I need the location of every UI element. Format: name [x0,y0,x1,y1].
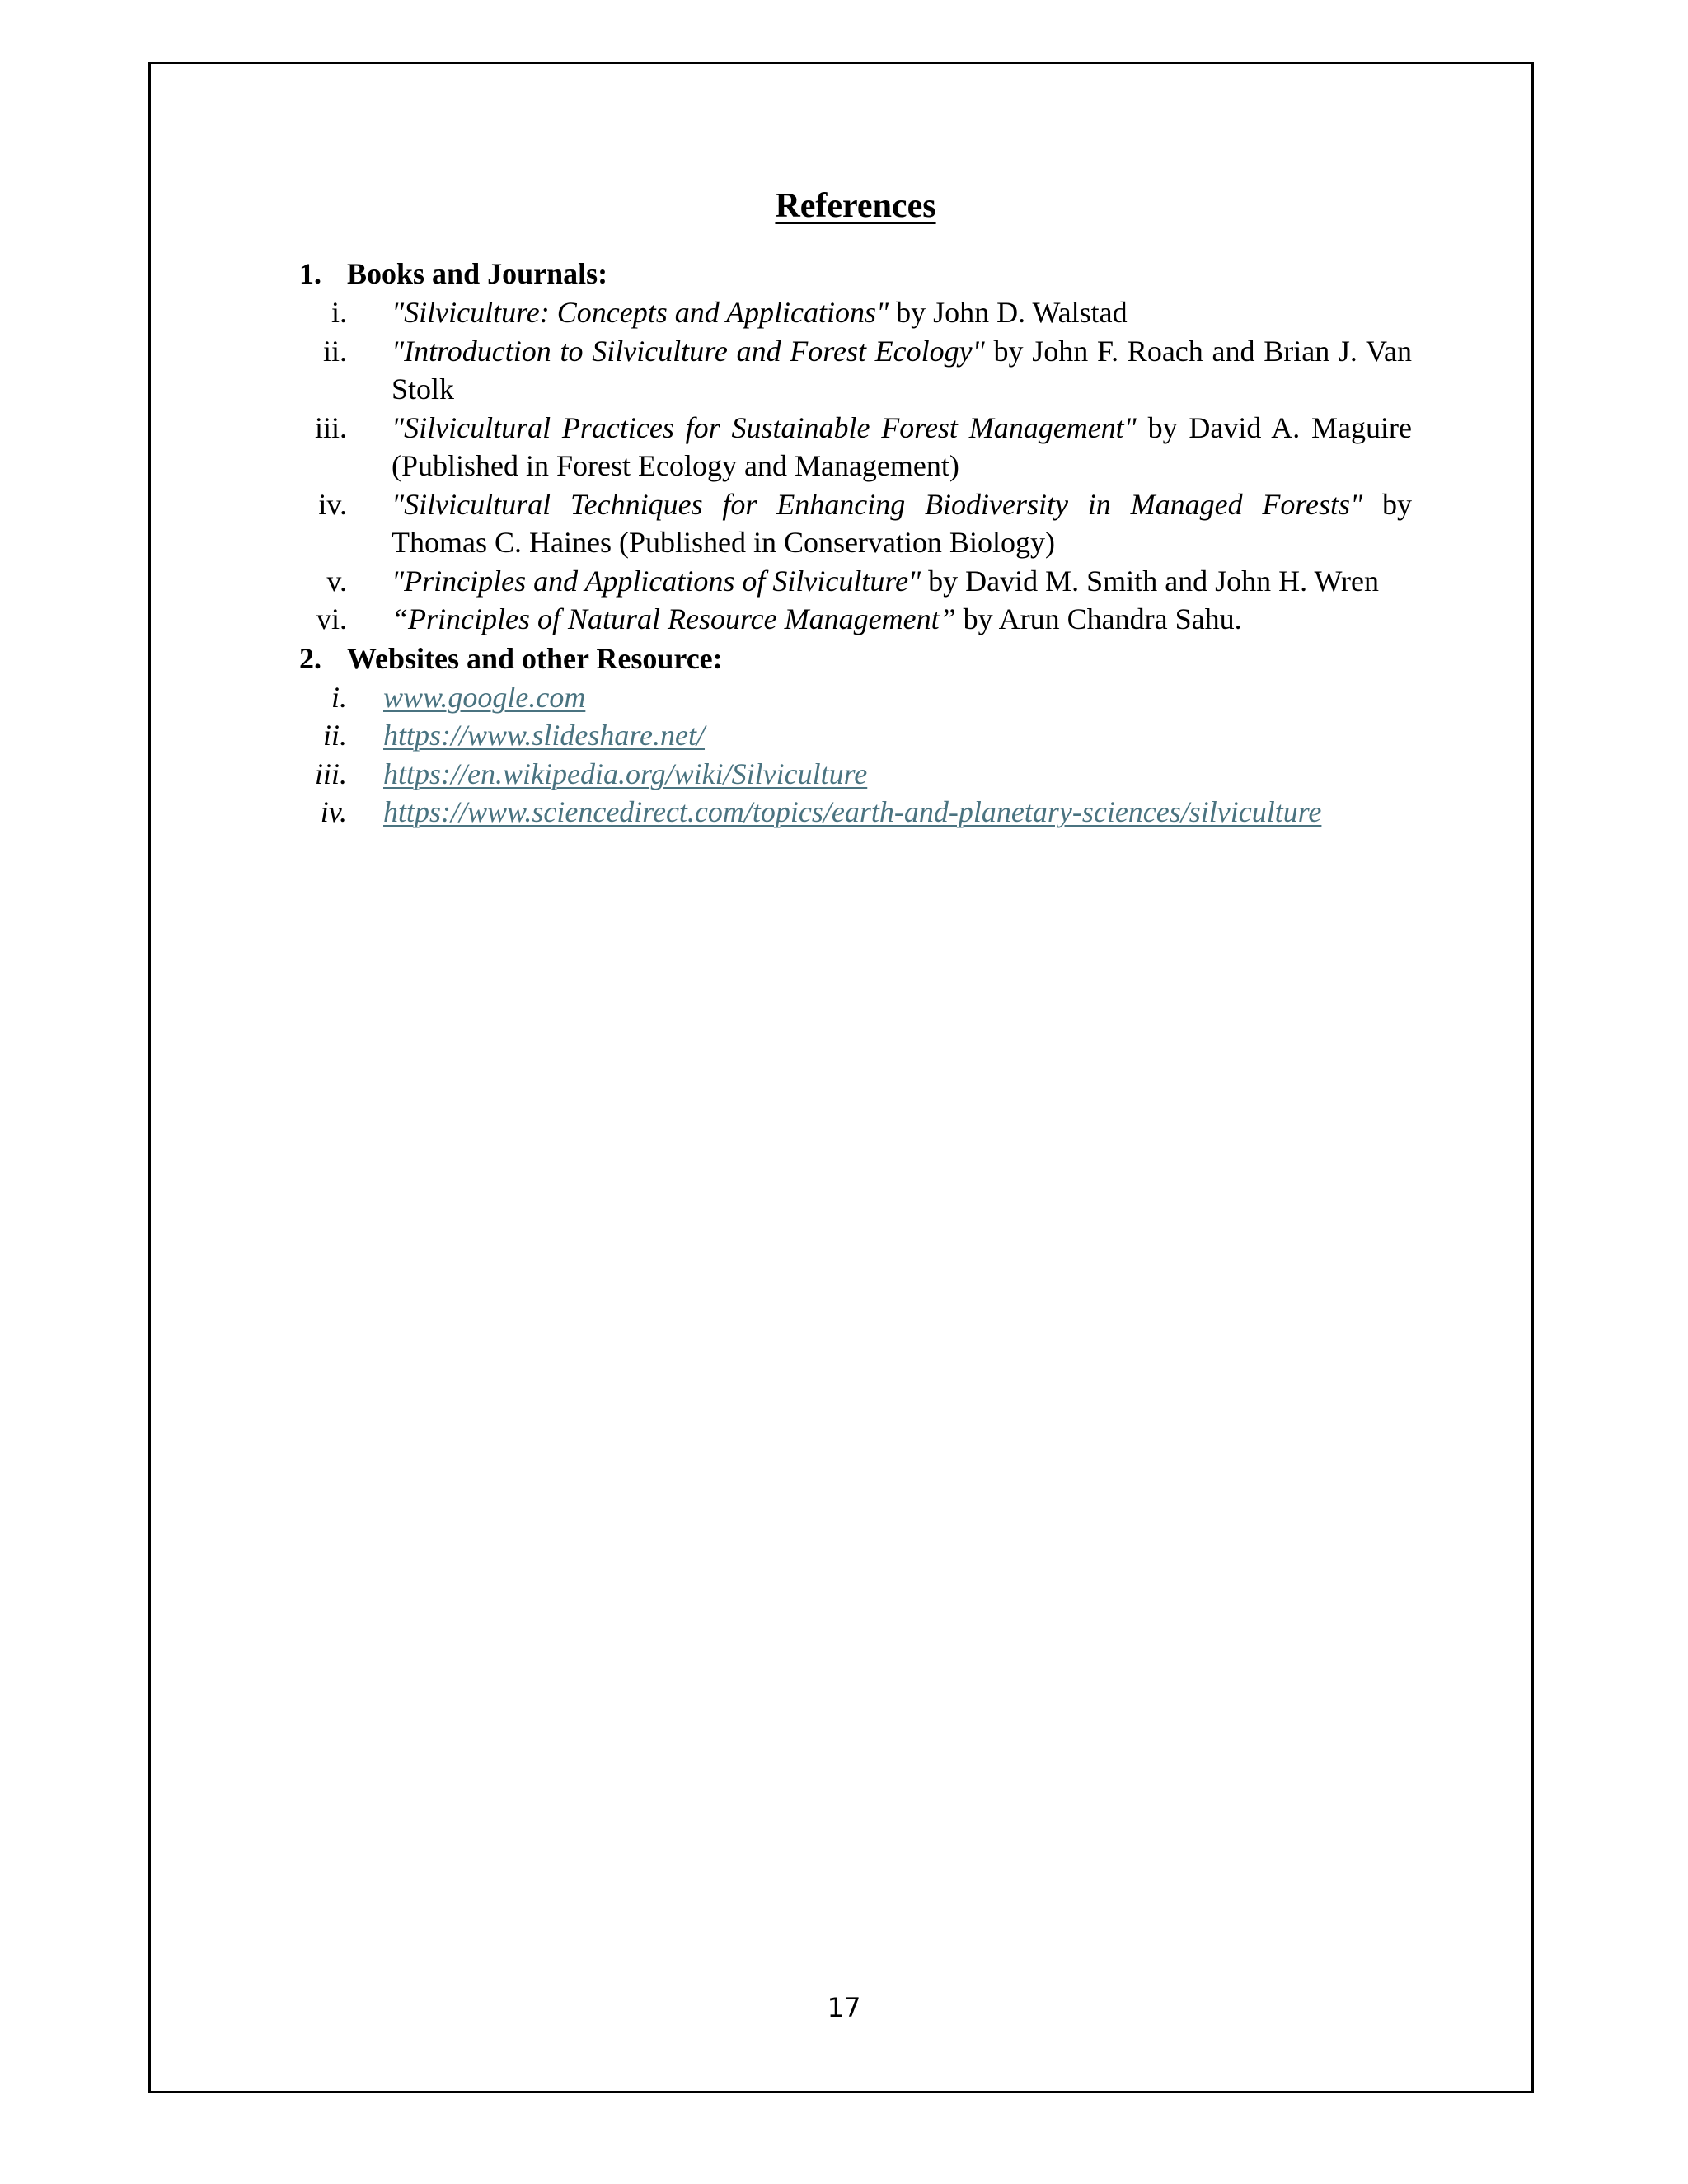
list-marker: iii. [314,757,347,790]
reference-text [392,332,1412,409]
list-item [299,793,1412,832]
link-slideshare[interactable]: https://www.slideshare.net/ [383,719,706,752]
list-marker: iv. [318,487,347,521]
reference-text [392,485,1412,562]
list-item [299,600,1412,639]
list-item [299,293,1412,332]
list-marker: vi. [316,602,347,635]
reference-title: “Principles of Natural Resource Management” [392,602,956,635]
list-marker: i. [331,680,347,714]
reference-author: by David A. Maguire (Published in Forest Ecology and Management) [392,410,1412,482]
section-number: 1. [299,257,321,290]
link-google[interactable]: www.google.com [383,680,586,714]
reference-text [392,409,1412,485]
reference-text [392,600,1412,639]
list-item [299,562,1412,601]
link-sciencedirect[interactable]: https://www.sciencedirect.com/topics/earth-and-planetary-sciences/silviculture [383,795,1322,828]
reference-author: by John D. Walstad [889,296,1128,329]
reference-title: "Introduction to Silviculture and Forest Ecology" [392,334,985,368]
section-heading-websites [299,639,1412,678]
section-title: Books and Journals: [347,257,608,290]
reference-author: by Arun Chandra Sahu. [955,602,1242,635]
books-list [299,293,1412,639]
page-title: References [775,187,936,225]
list-item [299,716,1412,755]
websites-list [299,678,1412,832]
reference-author: by Thomas C. Haines (Published in Conservation Biology) [392,487,1413,559]
list-marker: ii. [322,719,347,752]
list-marker: ii. [322,334,347,368]
list-marker: v. [326,564,347,598]
reference-title: "Silvicultural Practices for Sustainable Forest Management" [392,410,1137,444]
list-marker: iii. [314,410,347,444]
list-item [299,755,1412,794]
list-item [299,485,1412,562]
link-wikipedia[interactable]: https://en.wikipedia.org/wiki/Silviculture [383,757,868,790]
list-marker: i. [331,296,347,329]
reference-title: "Principles and Applications of Silviculture" [392,564,921,598]
section-number: 2. [299,641,321,675]
list-item [299,409,1412,485]
reference-author: by David M. Smith and John H. Wren [921,564,1380,598]
reference-author: by John F. Roach and Brian J. Van Stolk [392,334,1412,405]
section-heading-books [299,254,1412,293]
reference-title: "Silvicultural Techniques for Enhancing Biodiversity in Managed Forests" [392,487,1363,521]
page-number: 17 [827,1992,861,2023]
list-marker: iv. [320,795,347,828]
reference-text [392,293,1412,332]
references-content [299,181,1412,832]
reference-title: "Silviculture: Concepts and Applications" [392,296,889,329]
section-title: Websites and other Resource: [347,641,723,675]
reference-text [392,562,1412,601]
list-item [299,678,1412,717]
list-item [299,332,1412,409]
